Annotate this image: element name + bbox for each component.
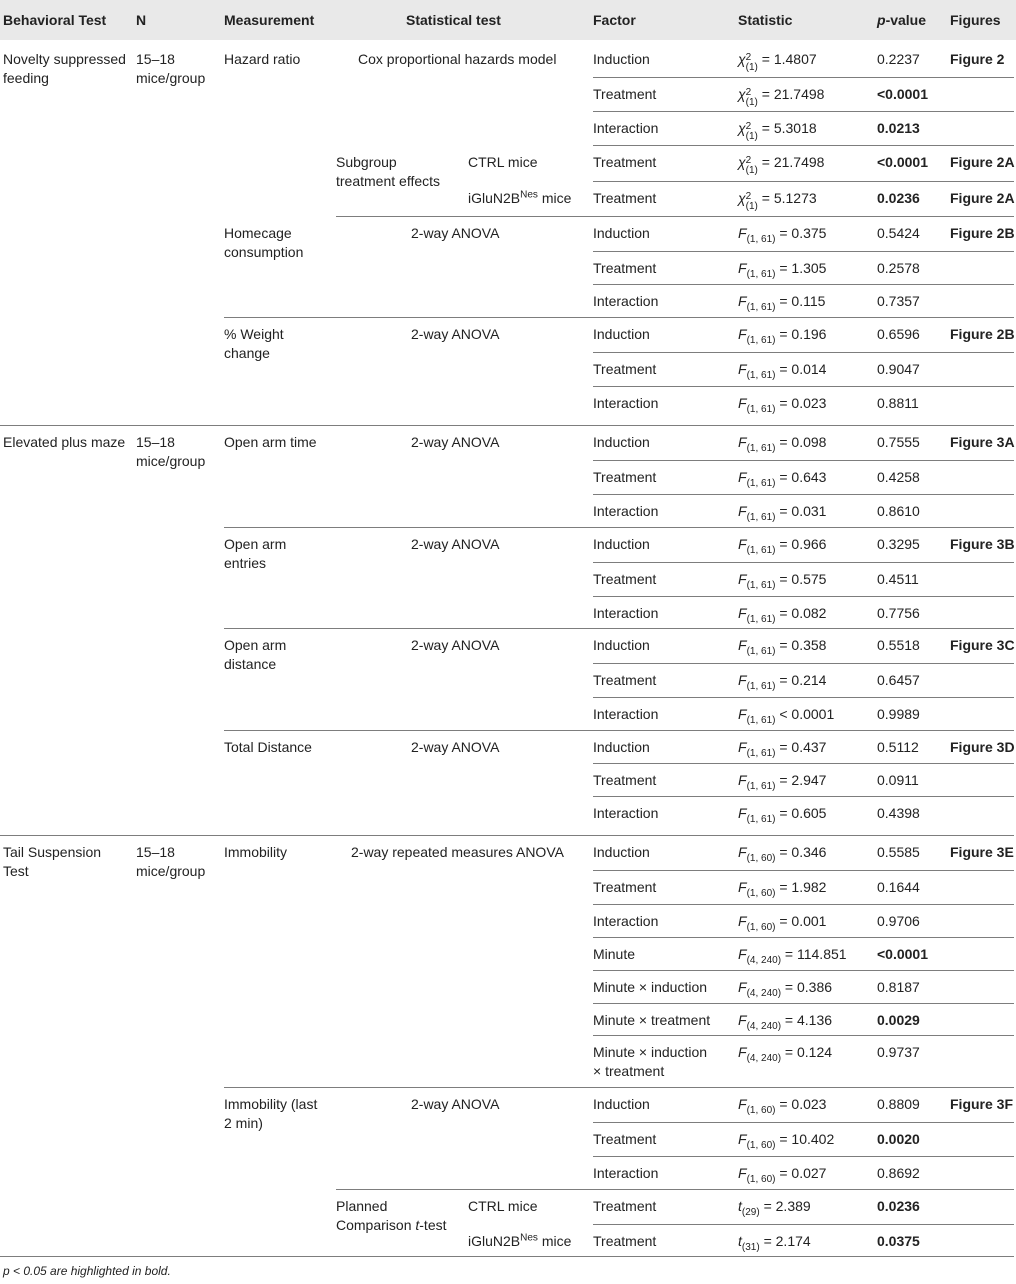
row-divider	[593, 970, 1014, 971]
factor-name: Treatment	[593, 571, 657, 587]
subgroup-mice: $iGluN2B^{Nes}$ mice	[468, 189, 572, 206]
factor-name: Induction	[593, 434, 650, 450]
p-value: 0.0213	[877, 120, 920, 136]
row-divider	[0, 425, 1014, 426]
factor-name: Minute × induction × treatment	[593, 1044, 708, 1079]
statistic-value: $F_{(1, 61)} = 0.375$	[738, 225, 827, 245]
statistic-value: $F_{(1, 61)} = 0.115$	[738, 293, 826, 313]
factor-name: Interaction	[593, 605, 659, 621]
measurement-name: Immobility	[224, 844, 288, 860]
row-divider	[593, 596, 1014, 597]
p-value: 0.4511	[877, 571, 919, 587]
row-divider	[593, 111, 1014, 112]
p-value: <0.0001	[877, 154, 928, 170]
figure-ref: Figure 2B	[950, 225, 1015, 241]
p-value: 0.0029	[877, 1012, 920, 1028]
p-value: 0.8809	[877, 1096, 920, 1112]
row-divider	[593, 251, 1014, 252]
measurement-name: % Weight change	[224, 326, 284, 361]
table-footnote: p < 0.05 are highlighted in bold.	[3, 1264, 171, 1278]
subgroup-mice: $iGluN2B^{Nes}$ mice	[468, 1232, 572, 1249]
header-figures: Figures	[950, 12, 1001, 28]
sample-size: 15–18 mice/group	[136, 434, 206, 469]
statistic-value: $F_{(1, 60)} = 0.346$	[738, 844, 827, 864]
row-divider	[593, 1003, 1014, 1004]
p-value: 0.8187	[877, 979, 920, 995]
p-value: 0.7756	[877, 605, 920, 621]
header-n: N	[136, 12, 147, 28]
statistic-value: $F_{(1, 61)} = 0.643$	[738, 469, 827, 489]
statistic-value: χ2 (1) = 21.7498	[738, 154, 825, 176]
statistic-value: $F_{(1, 61)} = 0.031$	[738, 503, 827, 523]
row-divider	[593, 181, 1014, 182]
measurement-name: Homecage consumption	[224, 225, 304, 260]
header-factor: Factor	[593, 12, 636, 28]
figure-ref: Figure 3C	[950, 637, 1015, 653]
statistic-value: χ2 (1) = 5.1273	[738, 190, 817, 212]
statistic-value: $F_{(1, 60)} = 0.027$	[738, 1165, 827, 1185]
row-divider	[593, 1156, 1014, 1157]
row-divider	[224, 317, 1014, 318]
row-divider	[0, 1256, 1014, 1257]
statistic-value: $F_{(4, 240)} = 4.136$	[738, 1012, 833, 1032]
factor-name: Treatment	[593, 190, 657, 206]
p-value: 0.2237	[877, 51, 920, 67]
subgroup-mice: CTRL mice	[468, 1198, 538, 1214]
header-statistical-test: Statistical test	[406, 12, 501, 28]
statistic-value: $F_{(1, 61)} = 2.947$	[738, 772, 827, 792]
factor-name: Induction	[593, 844, 650, 860]
p-value: 0.9989	[877, 706, 920, 722]
factor-name: Treatment	[593, 86, 657, 102]
factor-name: Treatment	[593, 361, 657, 377]
statistic-value: $F_{(4, 240)} = 114.851$	[738, 946, 847, 966]
statistic-value: χ2 (1) = 1.4807	[738, 51, 817, 73]
p-value: 0.0236	[877, 190, 920, 206]
p-value: 0.4258	[877, 469, 920, 485]
statistic-value: $F_{(1, 61)} = 0.098$	[738, 434, 827, 454]
factor-name: Induction	[593, 1096, 650, 1112]
statistic-value: $t_{(31)} = 2.174$	[738, 1233, 811, 1253]
statistic-value: $F_{(1, 61)} = 0.605$	[738, 805, 827, 825]
measurement-name: Open arm time	[224, 434, 317, 450]
row-divider	[224, 730, 1014, 731]
statistic-value: $F_{(1, 61)} = 0.437$	[738, 739, 827, 759]
row-divider	[593, 937, 1014, 938]
statistic-value: $F_{(1, 61)} = 0.966$	[738, 536, 827, 556]
p-value: 0.2578	[877, 260, 920, 276]
statistic-value: $F_{(1, 60)} = 0.001$	[738, 913, 827, 933]
measurement-name: Total Distance	[224, 739, 312, 755]
factor-name: Treatment	[593, 1198, 657, 1214]
row-divider	[593, 77, 1014, 78]
factor-name: Induction	[593, 51, 650, 67]
figure-ref: Figure 2A	[950, 154, 1015, 170]
row-divider	[336, 1189, 1014, 1190]
row-divider	[593, 145, 1014, 146]
row-divider	[593, 763, 1014, 764]
factor-name: Interaction	[593, 706, 659, 722]
factor-name: Induction	[593, 536, 650, 552]
statistical-test-name: 2-way ANOVA	[411, 225, 500, 241]
measurement-name: Immobility (last 2 min)	[224, 1096, 318, 1131]
figure-ref: Figure 3B	[950, 536, 1015, 552]
subgroup-mice: CTRL mice	[468, 154, 538, 170]
statistic-value: $t_{(29)} = 2.389$	[738, 1198, 811, 1218]
p-value: 0.5518	[877, 637, 920, 653]
factor-name: Induction	[593, 637, 650, 653]
measurement-name: Open arm entries	[224, 536, 287, 571]
figure-ref: Figure 2A	[950, 190, 1015, 206]
p-value: 0.1644	[877, 879, 920, 895]
p-value: 0.0375	[877, 1233, 920, 1249]
row-divider	[224, 1087, 1014, 1088]
row-divider	[224, 628, 1014, 629]
behavioral-test-name: Tail Suspension Test	[3, 844, 102, 879]
figure-ref: Figure 2B	[950, 326, 1015, 342]
statistical-test-name: 2-way ANOVA	[411, 739, 500, 755]
row-divider	[593, 386, 1014, 387]
table-header	[0, 0, 1016, 40]
p-value: 0.7555	[877, 434, 920, 450]
factor-name: Minute	[593, 946, 636, 962]
header-measurement: Measurement	[224, 12, 315, 28]
statistic-value: $F_{(1, 61)} < 0.0001$	[738, 706, 835, 726]
statistic-value: $F_{(1, 61)} = 0.214$	[738, 672, 827, 692]
factor-name: Induction	[593, 326, 650, 342]
statistical-test-name: 2-way repeated measures ANOVA	[351, 844, 564, 860]
p-value: 0.0020	[877, 1131, 920, 1147]
row-divider	[0, 835, 1014, 836]
behavioral-test-name: Novelty suppressed feeding	[3, 51, 126, 86]
factor-name: Treatment	[593, 879, 657, 895]
measurement-name: Hazard ratio	[224, 51, 301, 67]
p-value: 0.5424	[877, 225, 920, 241]
row-divider	[593, 284, 1014, 285]
p-value: <0.0001	[877, 946, 928, 962]
row-divider	[593, 904, 1014, 905]
p-value: 0.6457	[877, 672, 920, 688]
row-divider	[593, 1224, 1014, 1225]
statistic-value: $F_{(1, 61)} = 0.014$	[738, 361, 827, 381]
subgroup-label: Subgroup treatment effects	[336, 154, 441, 189]
factor-name: Interaction	[593, 503, 659, 519]
statistic-value: χ2 (1) = 21.7498	[738, 86, 825, 108]
p-value: 0.9047	[877, 361, 920, 377]
factor-name: Treatment	[593, 469, 657, 485]
row-divider	[593, 870, 1014, 871]
p-value: 0.8811	[877, 395, 919, 411]
factor-name: Interaction	[593, 1165, 659, 1181]
p-value: 0.9737	[877, 1044, 920, 1060]
statistical-test-name: 2-way ANOVA	[411, 536, 500, 552]
figure-ref: Figure 2	[950, 51, 1005, 67]
figure-ref: Figure 3E	[950, 844, 1014, 860]
p-value: <0.0001	[877, 86, 928, 102]
statistical-test-name: 2-way ANOVA	[411, 637, 500, 653]
figure-ref: Figure 3D	[950, 739, 1015, 755]
p-value: 0.0911	[877, 772, 919, 788]
row-divider	[593, 796, 1014, 797]
p-value: 0.0236	[877, 1198, 920, 1214]
factor-name: Interaction	[593, 913, 659, 929]
p-value: 0.6596	[877, 326, 920, 342]
factor-name: Treatment	[593, 154, 657, 170]
factor-name: Treatment	[593, 1131, 657, 1147]
factor-name: Minute × treatment	[593, 1012, 711, 1028]
header-behavioral-test: Behavioral Test	[3, 12, 107, 28]
p-value: 0.5585	[877, 844, 920, 860]
statistic-value: $F_{(1, 61)} = 1.305$	[738, 260, 827, 280]
row-divider	[593, 1122, 1014, 1123]
statistical-test-name: 2-way ANOVA	[411, 326, 500, 342]
p-value: 0.9706	[877, 913, 920, 929]
figure-ref: Figure 3F	[950, 1096, 1014, 1112]
statistic-value: $F_{(1, 61)} = 0.575$	[738, 571, 827, 591]
row-divider	[593, 562, 1014, 563]
statistic-value: $F_{(4, 240)} = 0.124$	[738, 1044, 833, 1064]
factor-name: Treatment	[593, 772, 657, 788]
row-divider	[593, 494, 1014, 495]
statistical-test-name: 2-way ANOVA	[411, 1096, 500, 1112]
factor-name: Induction	[593, 739, 650, 755]
statistic-value: $F_{(4, 240)} = 0.386$	[738, 979, 833, 999]
p-value: 0.7357	[877, 293, 920, 309]
row-divider	[593, 460, 1014, 461]
statistic-value: $F_{(1, 61)} = 0.023$	[738, 395, 827, 415]
factor-name: Treatment	[593, 672, 657, 688]
row-divider	[593, 352, 1014, 353]
row-divider	[224, 527, 1014, 528]
factor-name: Treatment	[593, 1233, 657, 1249]
factor-name: Induction	[593, 225, 650, 241]
row-divider	[593, 663, 1014, 664]
statistic-value: $F_{(1, 61)} = 0.082$	[738, 605, 827, 625]
header-p-value: p-value	[877, 12, 927, 28]
statistical-test-name: Cox proportional hazards model	[358, 51, 557, 67]
statistic-value: $F_{(1, 61)} = 0.358$	[738, 637, 827, 657]
statistical-test-name: 2-way ANOVA	[411, 434, 500, 450]
row-divider	[593, 697, 1014, 698]
factor-name: Interaction	[593, 395, 659, 411]
figure-ref: Figure 3A	[950, 434, 1015, 450]
statistic-value: $F_{(1, 60)} = 10.402$	[738, 1131, 835, 1151]
statistic-value: χ2 (1) = 5.3018	[738, 120, 817, 142]
statistic-value: $F_{(1, 60)} = 0.023$	[738, 1096, 827, 1116]
statistic-value: $F_{(1, 61)} = 0.196$	[738, 326, 827, 346]
behavioral-test-name: Elevated plus maze	[3, 434, 126, 450]
sample-size: 15–18 mice/group	[136, 844, 206, 879]
header-statistic: Statistic	[738, 12, 793, 28]
statistic-value: $F_{(1, 60)} = 1.982$	[738, 879, 827, 899]
p-value: 0.3295	[877, 536, 920, 552]
p-value: 0.5112	[877, 739, 919, 755]
row-divider	[593, 1035, 1014, 1036]
p-value: 0.8610	[877, 503, 920, 519]
p-value: 0.4398	[877, 805, 920, 821]
factor-name: Minute × induction	[593, 979, 708, 995]
sample-size: 15–18 mice/group	[136, 51, 206, 86]
subgroup-label: Planned Comparison t-test	[336, 1198, 447, 1233]
factor-name: Interaction	[593, 120, 659, 136]
factor-name: Interaction	[593, 293, 659, 309]
measurement-name: Open arm distance	[224, 637, 287, 672]
row-divider	[336, 216, 1014, 217]
factor-name: Treatment	[593, 260, 657, 276]
factor-name: Interaction	[593, 805, 659, 821]
p-value: 0.8692	[877, 1165, 920, 1181]
